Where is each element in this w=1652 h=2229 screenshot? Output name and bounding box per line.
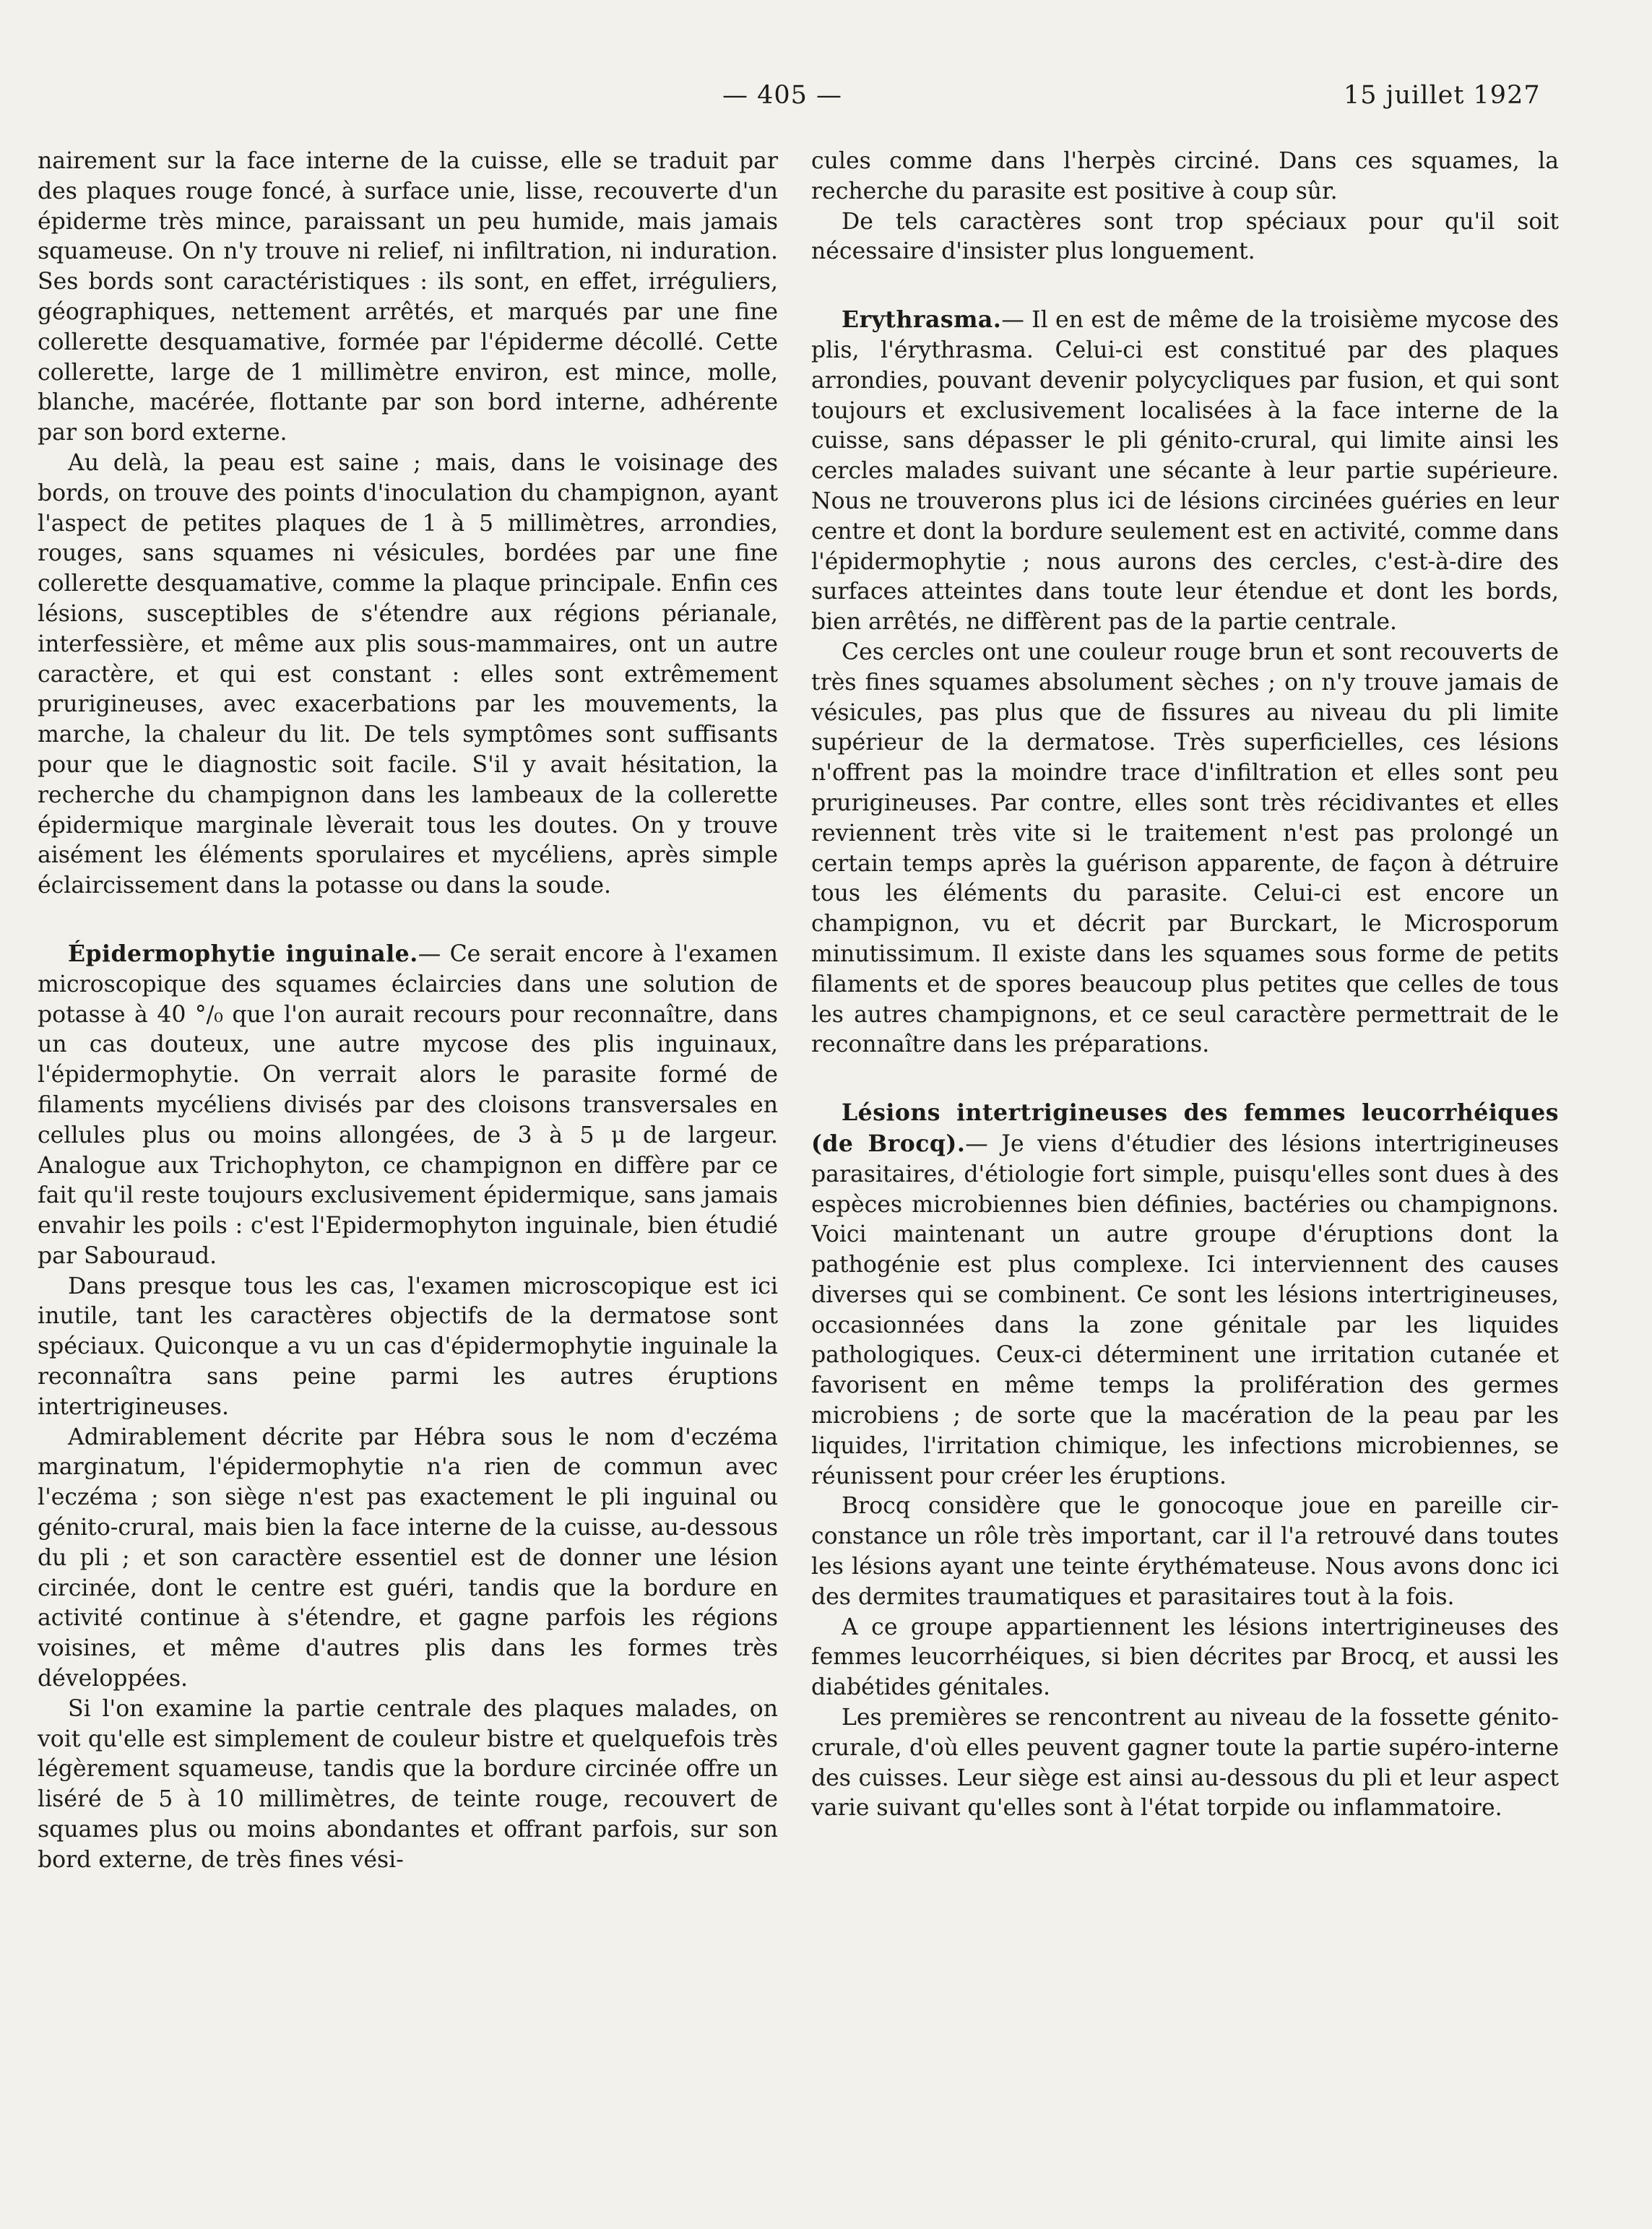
paragraph: A ce groupe appartiennent les lésions intertrigineuses des femmes leucorrhéiques, si bien décrites par Brocq, et aussi les diabétides génitales. xyxy=(811,1614,1559,1701)
section-heading: Lésions intertrigineuses des femmes leucorrhéiques (de Brocq). xyxy=(811,1099,1559,1157)
right-column xyxy=(811,147,1559,1824)
paragraph-text: — Il en est de même de la troisième mycose des plis, l'érythrasma. Celui-ci est constitué par des plaques arrondies, pouvant devenir polycycliques par fusion, et qui sont toujours et exclusivement localisées à la face interne de la cuisse, sans dépasser le pli génito-crural, qui limite ainsi les cercles malades suivant une sécante à leur partie supérieure. Nous ne trouverons plus ici de lésions circinées guéries en leur centre et dont la bordure seulement est en activité, comme dans l'épidermophytie ; nous aurons des cercles, c'est-à-dire des surfaces atteintes dans toute leur étendue et dont les bords, bien arrêtés, ne diffèrent pas de la partie centrale. xyxy=(811,307,1559,636)
paragraph: Brocq considère que le gonocoque joue en pareille circonstance un rôle très important, car il l'a retrouvé dans toutes les lésions ayant une teinte érythémateuse. Nous avons donc ici des dermites traumatiques et parasitaires tout à la fois. xyxy=(811,1493,1559,1610)
paragraph-text: — Je viens d'étudier des lésions intertrigineuses parasitaires, d'étiologie fort simple, puisqu'elles sont dues à des espèces microbiennes bien définies, bactéries ou champignons. Voici maintenant un autre groupe d'éruptions dont la pathogénie est plus complexe. Ici interviennent des causes diverses qui se combinent. Ce sont les lésions intertrigineuses, occasionnées dans la zone génitale par les liquides pathologiques. Ceux-ci déterminent une irritation cutanée et favorisent en même temps la prolifération des germes microbiens ; de sorte que la macération de la peau par les liquides, l'irritation chimique, les infections microbiennes, se réunissent pour créer les éruptions. xyxy=(811,1130,1559,1489)
paragraph: Admirablement décrite par Hébra sous le nom d'eczéma marginatum, l'épidermophytie n'a rien de commun avec l'eczéma ; son siège n'est pas exactement le pli inguinal ou génito-crural, mais bien la face interne de la cuisse, au-dessous du pli ; et son caractère essentiel est de donner une lésion circinée, dont le centre est guéri, tandis que la bordure en activité continue à s'étendre, et gagne parfois les régions voisines, et même d'autres plis dans les formes très développées. xyxy=(38,1424,778,1692)
paragraph: De tels caractères sont trop spéciaux pour qu'il soit nécessaire d'insister plus longuement. xyxy=(811,208,1559,265)
section-heading: Erythrasma. xyxy=(842,306,1002,334)
issue-date: 15 juillet 1927 xyxy=(1344,81,1541,110)
paragraph: Dans presque tous les cas, l'examen microscopique est ici inutile, tant les caractères objectifs de la dermatose sont spéciaux. Quiconque a vu un cas d'épidermophytie inguinale la reconnaîtra sans peine parmi les autres éruptions intertrigineuses. xyxy=(38,1273,778,1420)
section-lesions-intertrigineuses xyxy=(811,1098,1559,1492)
section-epidermophytie xyxy=(38,939,778,1272)
paragraph: cules comme dans l'herpès circiné. Dans ces squames, la recherche du parasite est positive à coup sûr. xyxy=(811,148,1559,204)
paragraph: Ces cercles ont une couleur rouge brun et sont recouverts de très fines squames absolument sèches ; on n'y trouve jamais de vésicules, pas plus que de fissures au niveau du pli limite supérieur de la dermatose. Très superficielles, ces lésions n'offrent pas la moindre trace d'infiltration et elles sont peu prurigineuses. Par contre, elles sont très récidivantes et elles reviennent très vite si le traitement n'est pas prolongé un certain temps après la guérison apparente, de façon à détruire tous les éléments du parasite. Celui-ci est encore un champignon, vu et décrit par Burckart, le Microsporum minutissimum. Il existe dans les squames sous forme de petits filaments et de spores beaucoup plus petites que celles de tous les autres champignons, et ce seul caractère permettrait de le reconnaître dans les préparations. xyxy=(811,639,1559,1058)
left-column xyxy=(38,147,778,1876)
paragraph: Au delà, la peau est saine ; mais, dans le voisinage des bords, on trouve des points d'inoculation du champignon, ayant l'aspect de petites plaques de 1 à 5 millimètres, arrondies, rouges, sans squames ni vésicules, bordées par une fine collerette desquamative, comme la plaque principale. Enfin ces lésions, susceptibles de s'étendre aux régions périanale, interfessière, et même aux plis sous-mammaires, ont un autre caractère, et qui est constant : elles sont extrêmement prurigineuses, avec exacerbations par les mouvements, la marche, la chaleur du lit. De tels symptômes sont suffisants pour que le diagnostic soit facile. S'il y avait hésitation, la recherche du champignon dans les lambeaux de la collerette épidermique marginale lèverait tous les doutes. On y trouve aisément les éléments sporulaires et mycéliens, après simple éclaircissement dans la potasse ou dans la soude. xyxy=(38,449,778,899)
page-number: — 405 — xyxy=(722,81,843,110)
paragraph: Si l'on examine la partie centrale des plaques malades, on voit qu'elle est simplement de couleur bistre et quelquefois très légèrement squameuse, tandis que la bordure circinée offre un liséré de 5 à 10 millimètres, de teinte rouge, recouvert de squames plus ou moins abondantes et offrant parfois, sur son bord externe, de très fines vési- xyxy=(38,1695,778,1873)
paragraph: Les premières se rencontrent au niveau de la fossette génito-crurale, d'où elles peuvent gagner toute la partie supéro-interne des cuisses. Leur siège est ainsi au-dessous du pli et leur aspect varie suivant qu'elles sont à l'état torpide ou inflammatoire. xyxy=(811,1705,1559,1822)
paragraph-text: — Ce serait encore à l'examen microscopique des squames éclaircies dans une solution de potasse à 40 °/₀ que l'on aurait recours pour reconnaître, dans un cas douteux, une autre mycose des plis inguinaux, l'épidermophytie. On verrait alors le parasite formé de filaments mycéliens divisés par des cloisons transversales en cellules plus ou moins allongées, de 3 à 5 μ de largeur. Analogue aux Trichophyton, ce champignon en diffère par ce fait qu'il reste toujours exclusivement épidermique, sans jamais envahir les poils : c'est l'Epidermophyton inguinale, bien étudié par Sabouraud. xyxy=(38,940,778,1269)
section-heading: Épidermophytie inguinale. xyxy=(68,940,418,967)
paragraph: nairement sur la face interne de la cuisse, elle se traduit par des plaques rouge foncé, à surface unie, lisse, recouverte d'un épiderme très mince, paraissant un peu humide, mais jamais squameuse. On n'y trouve ni relief, ni infiltration, ni induration. Ses bords sont caractéristiques : ils sont, en effet, irréguliers, géographiques, nettement arrêtés, et marqués par une fine collerette desquamative, formée par l'épiderme décollé. Cette collerette, large de 1 millimètre environ, est mince, molle, blanche, macérée, flottante par son bord interne, adhérente par son bord externe. xyxy=(38,148,778,446)
section-erythrasma xyxy=(811,305,1559,638)
